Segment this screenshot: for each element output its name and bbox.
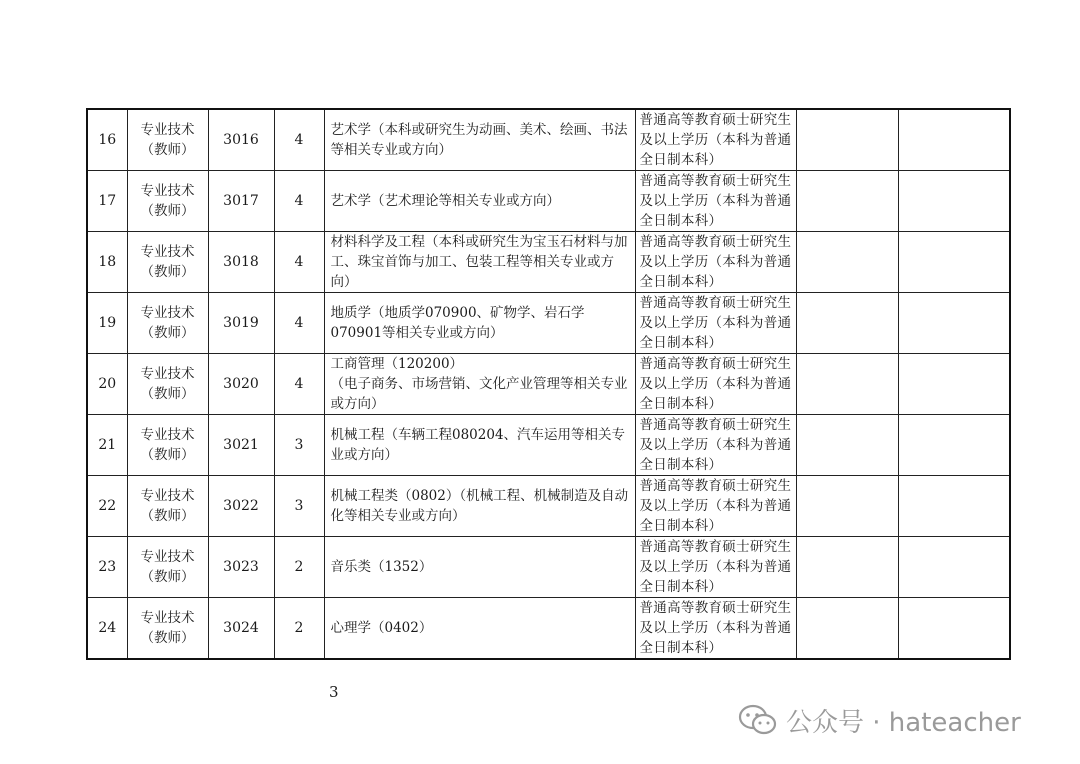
remarks [898,537,1010,598]
other-requirement [796,232,898,293]
other-requirement [796,415,898,476]
remarks [898,476,1010,537]
other-requirement [796,354,898,415]
major-requirement: 机械工程（车辆工程080204、汽车运用等相关专业或方向） [324,415,635,476]
education-requirement: 普通高等教育硕士研究生及以上学历（本科为普通全日制本科） [635,171,796,232]
table-body [87,109,1010,659]
row-number: 21 [87,415,127,476]
headcount: 3 [274,476,324,537]
row-number: 16 [87,109,127,171]
major-requirement: 机械工程类（0802）（机械工程、机械制造及自动化等相关专业或方向） [324,476,635,537]
other-requirement [796,293,898,354]
table-row [87,598,1010,660]
headcount: 4 [274,354,324,415]
watermark-text: 公众号 · hateacher [786,707,1021,738]
other-requirement [796,171,898,232]
position-type: 专业技术 （教师） [127,537,208,598]
headcount: 2 [274,537,324,598]
education-requirement: 普通高等教育硕士研究生及以上学历（本科为普通全日制本科） [635,415,796,476]
recruitment-table [86,108,1011,660]
headcount: 4 [274,232,324,293]
table-row [87,171,1010,232]
headcount: 4 [274,293,324,354]
table-row [87,293,1010,354]
other-requirement [796,476,898,537]
table-row [87,354,1010,415]
row-number: 19 [87,293,127,354]
row-number: 24 [87,598,127,660]
row-number: 17 [87,171,127,232]
headcount: 4 [274,171,324,232]
major-requirement: 地质学（地质学070900、矿物学、岩石学070901等相关专业或方向） [324,293,635,354]
position-code: 3024 [208,598,274,660]
table-row [87,415,1010,476]
position-type: 专业技术 （教师） [127,415,208,476]
major-requirement: 心理学（0402） [324,598,635,660]
position-code: 3016 [208,109,274,171]
education-requirement: 普通高等教育硕士研究生及以上学历（本科为普通全日制本科） [635,598,796,660]
major-requirement: 艺术学（本科或研究生为动画、美术、绘画、书法等相关专业或方向） [324,109,635,171]
wechat-icon [738,704,778,736]
major-requirement: 工商管理（120200） （电子商务、市场营销、文化产业管理等相关专业或方向） [324,354,635,415]
remarks [898,109,1010,171]
education-requirement: 普通高等教育硕士研究生及以上学历（本科为普通全日制本科） [635,232,796,293]
table-row [87,537,1010,598]
row-number: 22 [87,476,127,537]
education-requirement: 普通高等教育硕士研究生及以上学历（本科为普通全日制本科） [635,293,796,354]
position-type: 专业技术 （教师） [127,293,208,354]
remarks [898,598,1010,660]
position-code: 3022 [208,476,274,537]
position-code: 3020 [208,354,274,415]
remarks [898,232,1010,293]
position-type: 专业技术 （教师） [127,109,208,171]
education-requirement: 普通高等教育硕士研究生及以上学历（本科为普通全日制本科） [635,537,796,598]
position-code: 3021 [208,415,274,476]
position-type: 专业技术 （教师） [127,171,208,232]
position-type: 专业技术 （教师） [127,354,208,415]
remarks [898,293,1010,354]
position-code: 3019 [208,293,274,354]
remarks [898,171,1010,232]
headcount: 4 [274,109,324,171]
row-number: 23 [87,537,127,598]
page-number: 3 [329,683,339,701]
table-row [87,232,1010,293]
position-type: 专业技术 （教师） [127,598,208,660]
major-requirement: 音乐类（1352） [324,537,635,598]
major-requirement: 材料科学及工程（本科或研究生为宝玉石材料与加工、珠宝首饰与加工、包装工程等相关专业或方向） [324,232,635,293]
position-type: 专业技术 （教师） [127,232,208,293]
row-number: 18 [87,232,127,293]
other-requirement [796,598,898,660]
position-code: 3018 [208,232,274,293]
education-requirement: 普通高等教育硕士研究生及以上学历（本科为普通全日制本科） [635,476,796,537]
other-requirement [796,109,898,171]
major-requirement: 艺术学（艺术理论等相关专业或方向） [324,171,635,232]
position-type: 专业技术 （教师） [127,476,208,537]
education-requirement: 普通高等教育硕士研究生及以上学历（本科为普通全日制本科） [635,109,796,171]
position-code: 3017 [208,171,274,232]
headcount: 2 [274,598,324,660]
headcount: 3 [274,415,324,476]
position-code: 3023 [208,537,274,598]
other-requirement [796,537,898,598]
table-row [87,476,1010,537]
remarks [898,354,1010,415]
education-requirement: 普通高等教育硕士研究生及以上学历（本科为普通全日制本科） [635,354,796,415]
row-number: 20 [87,354,127,415]
remarks [898,415,1010,476]
table-row [87,109,1010,171]
watermark [738,702,1021,738]
